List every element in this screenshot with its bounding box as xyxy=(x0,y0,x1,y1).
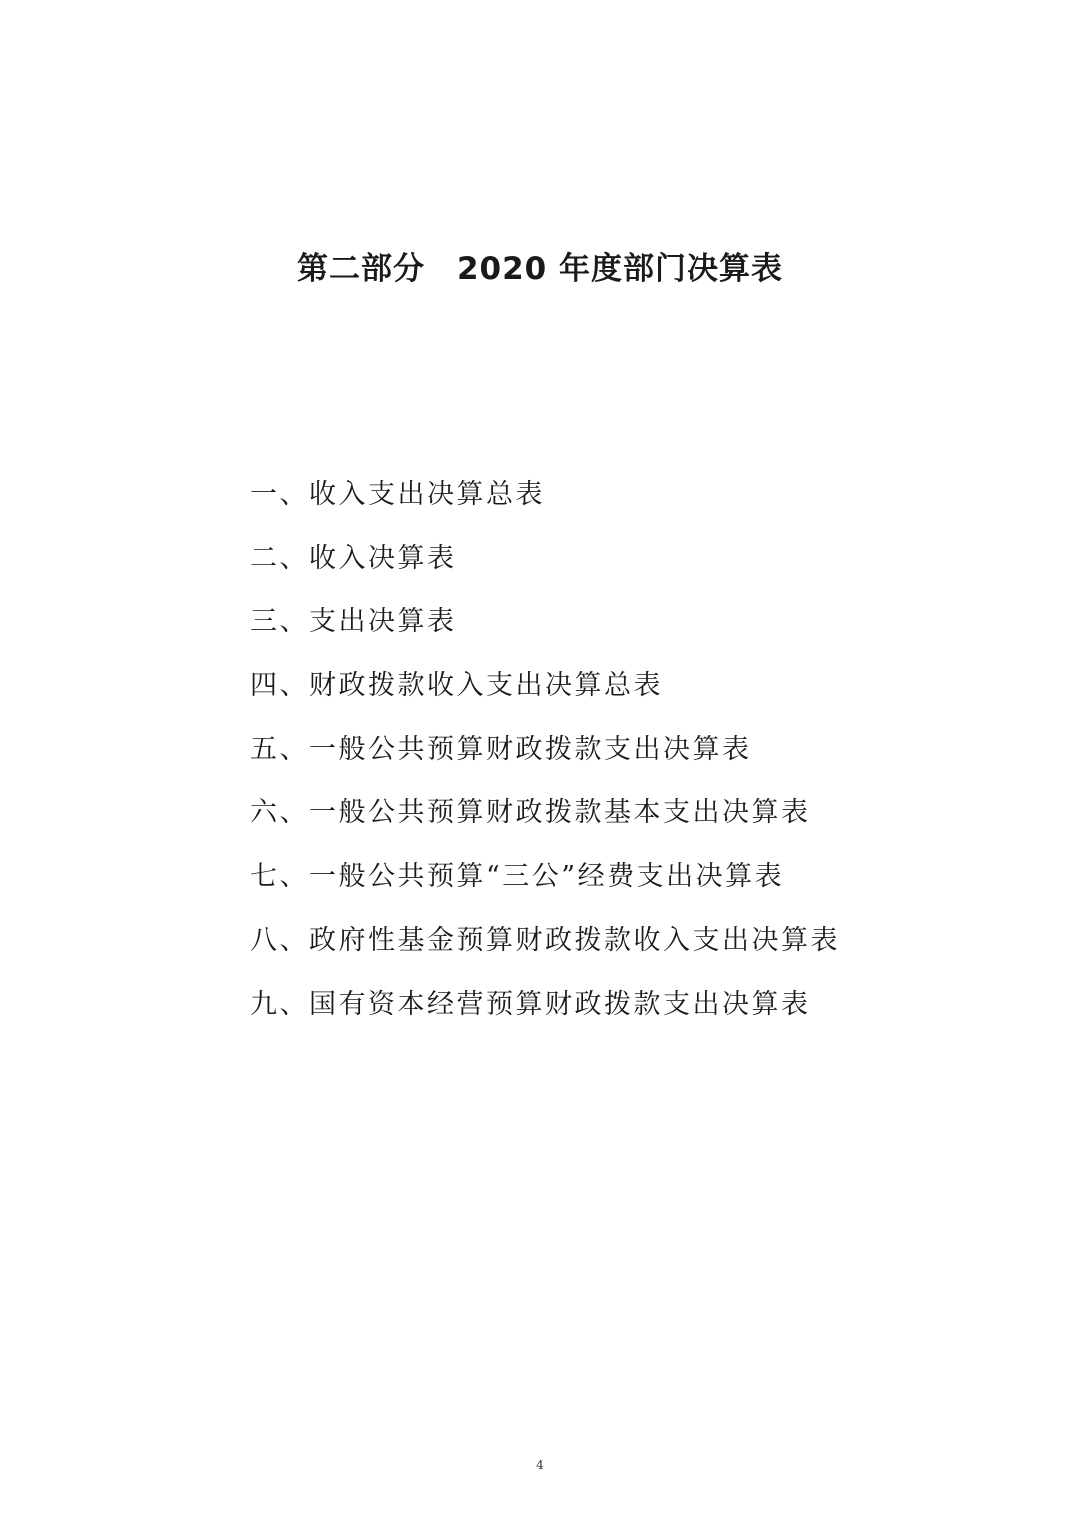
toc-item-6: 六、一般公共预算财政拨款基本支出决算表 xyxy=(250,797,811,829)
toc-item-3: 三、支出决算表 xyxy=(250,606,457,638)
page-title: 第二部分 2020 年度部门决算表 xyxy=(296,250,784,287)
toc-item-1: 一、收入支出决算总表 xyxy=(250,479,545,510)
toc-item-7: 七、一般公共预算“三公”经费支出决算表 xyxy=(250,861,785,893)
table-of-contents xyxy=(250,470,840,1043)
toc-item-2: 二、收入决算表 xyxy=(250,542,457,574)
toc-item-4: 四、财政拨款收入支出决算总表 xyxy=(250,670,663,702)
page-number: 4 xyxy=(536,1458,544,1472)
toc-item-5: 五、一般公共预算财政拨款支出决算表 xyxy=(250,733,752,765)
toc-item-8: 八、政府性基金预算财政拨款收入支出决算表 xyxy=(250,924,840,956)
toc-item-9: 九、国有资本经营预算财政拨款支出决算表 xyxy=(250,988,811,1020)
